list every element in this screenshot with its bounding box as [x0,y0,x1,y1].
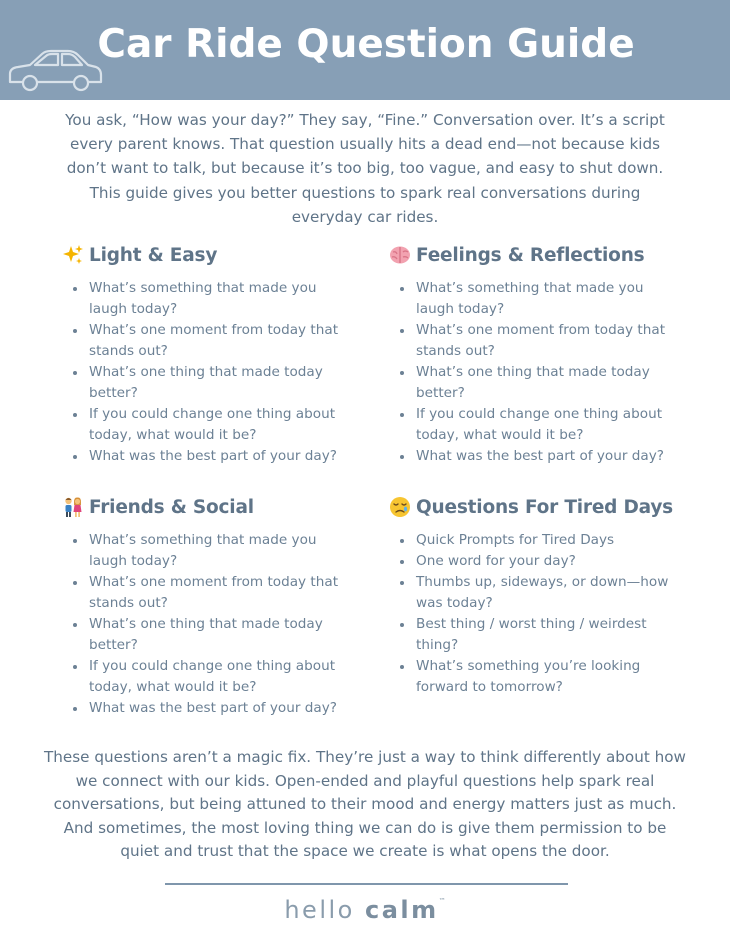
question-list [62,278,362,467]
list-item: If you could change one thing about today, what would it be? [62,656,352,698]
list-item: If you could change one thing about today, what would it be? [389,404,679,446]
section-feelings-reflections [389,242,689,467]
question-list [389,278,689,467]
list-item: One word for your day? [389,551,679,572]
section-friends-social [62,494,362,719]
logo-word-hello: hello [284,896,355,924]
question-list [389,530,689,698]
list-item: Quick Prompts for Tired Days [389,530,679,551]
list-item: What’s one thing that made today better? [389,362,679,404]
list-item: What’s one moment from today that stands out? [62,572,352,614]
tired-face-icon [389,496,411,518]
section-header [389,242,689,268]
logo-word-calm: calm [364,896,439,924]
section-header [389,494,689,520]
list-item: What’s one moment from today that stands out? [389,320,679,362]
list-item: What’s something you’re looking forward to tomorrow? [389,656,679,698]
list-item: What’s something that made you laugh today? [62,278,352,320]
section-title: Light & Easy [89,244,218,266]
section-light-easy [62,242,362,467]
divider [165,883,568,885]
list-item: What’s one thing that made today better? [62,614,352,656]
section-tired-days [389,494,689,698]
list-item: What was the best part of your day? [62,698,352,719]
list-item: What was the best part of your day? [389,446,679,467]
list-item: If you could change one thing about today, what would it be? [62,404,352,446]
list-item: Thumbs up, sideways, or down—how was today? [389,572,679,614]
list-item: What’s something that made you laugh today? [389,278,679,320]
friends-icon [62,496,84,518]
section-title: Friends & Social [89,496,254,518]
brand-logo [0,896,730,924]
section-title: Questions For Tired Days [416,496,673,518]
closing-paragraph: These questions aren’t a magic fix. They’re just a way to think differently about how we connect with our kids. Open-ended and playful questions help spark real conversations, but being attuned to their mood and energy matters just as much. And sometimes, the most loving thing we can do is give them permission to be quiet and trust that the space we create is what opens the door. [44,748,686,861]
page-title: Car Ride Question Guide [97,22,635,67]
sparkles-icon [62,244,84,266]
section-title: Feelings & Reflections [416,244,645,266]
list-item: What’s one moment from today that stands out? [62,320,352,362]
header-banner [0,0,730,100]
section-header [62,242,362,268]
list-item: What’s one thing that made today better? [62,362,352,404]
trademark-symbol: ™ [438,897,446,905]
list-item: What was the best part of your day? [62,446,352,467]
list-item: What’s something that made you laugh today? [62,530,352,572]
brain-icon [389,244,411,266]
list-item: Best thing / worst thing / weirdest thing? [389,614,679,656]
section-header [62,494,362,520]
intro-paragraph: You ask, “How was your day?” They say, “Fine.” Conversation over. It’s a script every parent knows. That question usually hits a dead end—not because kids don’t want to talk, but because it’s too big, too vague, and easy to shut down. This guide gives you better questions to spark real conversations during everyday car rides. [65,111,665,226]
question-list [62,530,362,719]
